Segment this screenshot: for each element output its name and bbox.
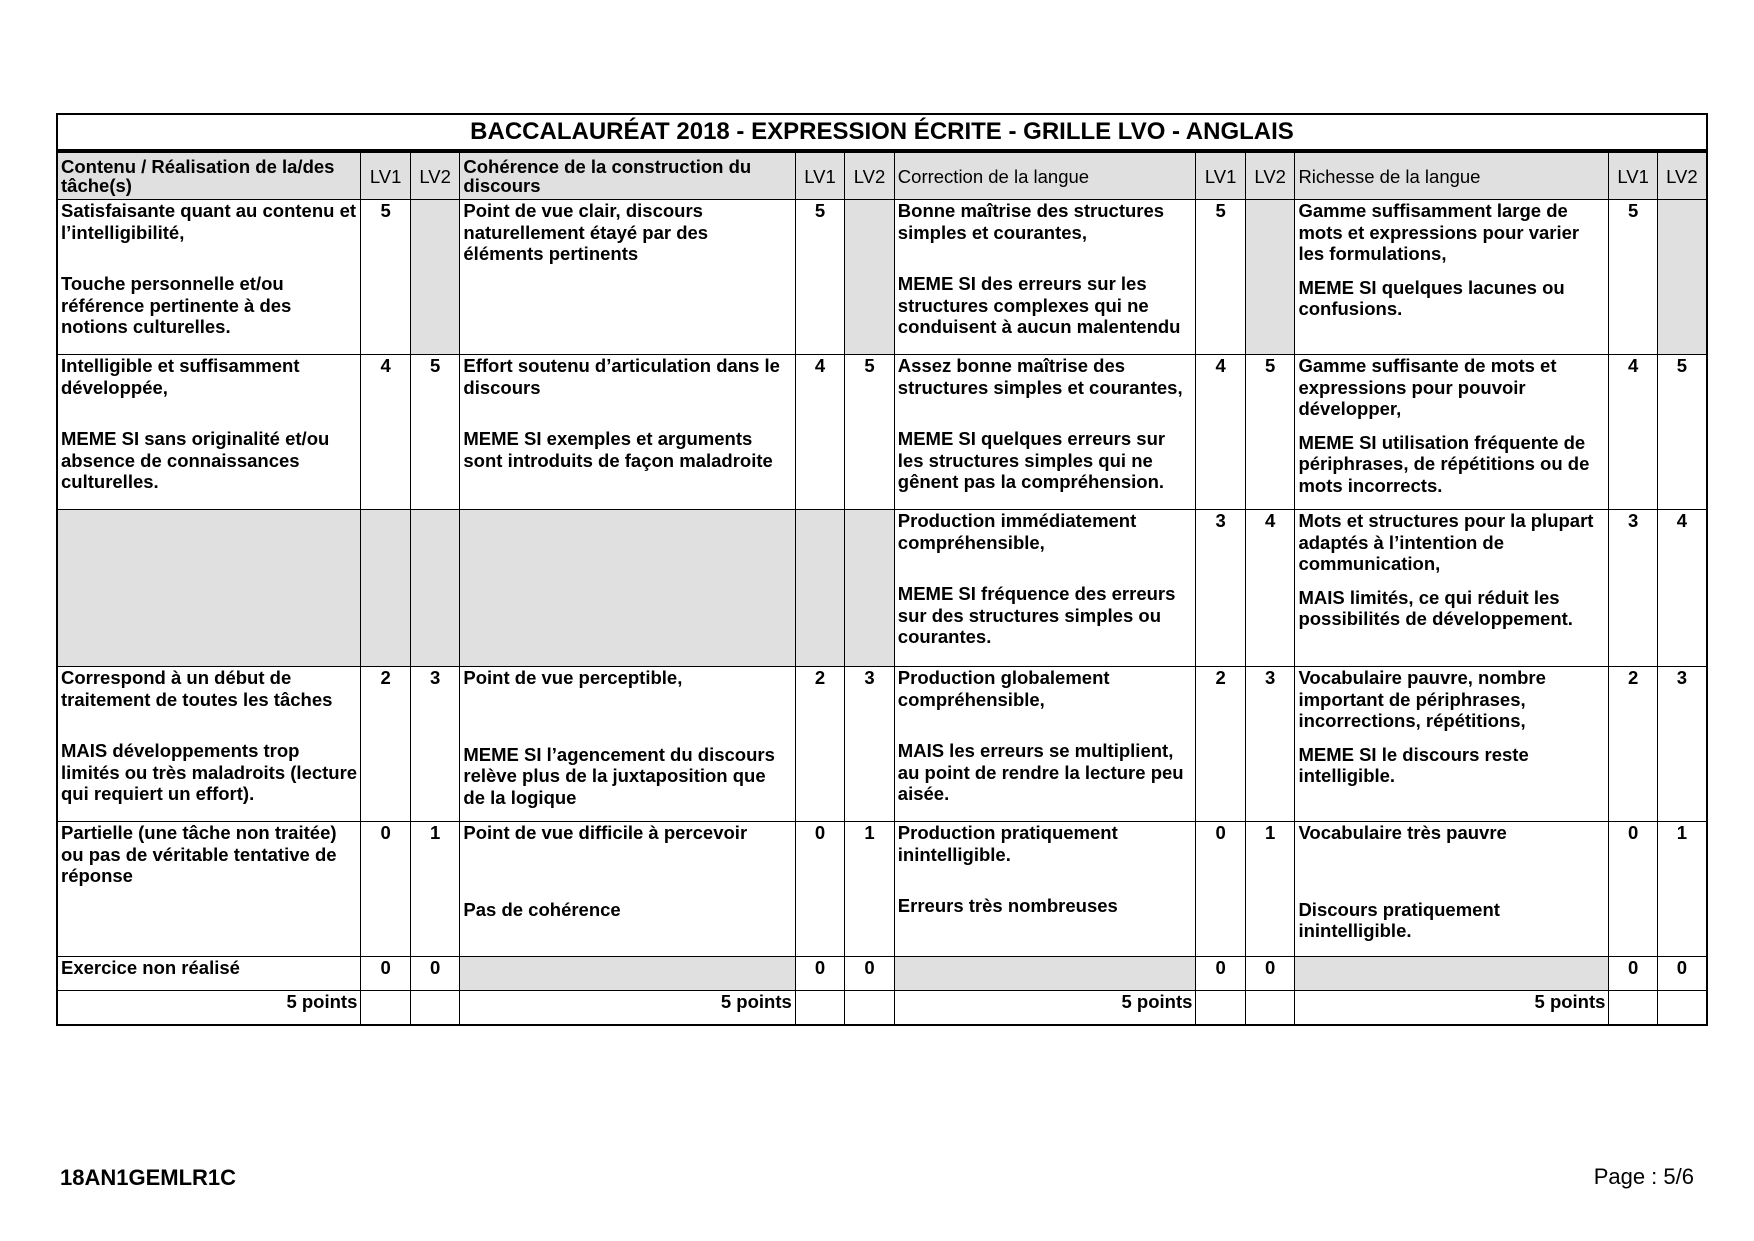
score-lv1: 3 — [1609, 510, 1657, 667]
score-lv2-empty — [845, 510, 895, 667]
score-lv2: 3 — [1657, 667, 1707, 822]
score-lv1: 4 — [1196, 355, 1246, 510]
score-lv2-empty — [410, 510, 460, 667]
score-lv1: 2 — [361, 667, 411, 822]
header-lv2: LV2 — [1657, 151, 1707, 200]
cell-correction: Assez bonne maîtrise des structures simples et courantes, MEME SI quelques erreurs sur les structures simples qui ne gênent pas la compréhension. — [894, 355, 1196, 510]
cell-coherence: Effort soutenu d’articulation dans le discours MEME SI exemples et arguments sont introduits de façon maladroite — [460, 355, 795, 510]
title-row — [57, 114, 1707, 151]
grid-title: BACCALAURÉAT 2018 - EXPRESSION ÉCRITE - GRILLE LVO - ANGLAIS — [57, 114, 1707, 151]
score-lv1: 4 — [361, 355, 411, 510]
score-lv1: 0 — [361, 822, 411, 957]
score-lv1: 4 — [795, 355, 845, 510]
score-lv1: 5 — [1609, 200, 1657, 355]
score-lv2 — [845, 200, 895, 355]
score-lv2: 3 — [845, 667, 895, 822]
total-lv2 — [1657, 991, 1707, 1025]
cell-correction: Production globalement compréhensible, MAIS les erreurs se multiplient, au point de rendre la lecture peu aisée. — [894, 667, 1196, 822]
cell-coherence-empty — [460, 510, 795, 667]
score-lv1-empty — [361, 510, 411, 667]
total-lv2 — [410, 991, 460, 1025]
score-lv2: 5 — [845, 355, 895, 510]
score-lv2: 4 — [1245, 510, 1295, 667]
header-lv1: LV1 — [1609, 151, 1657, 200]
cell-coherence: Point de vue clair, discours naturellement étayé par des éléments pertinents — [460, 200, 795, 355]
document-code: 18AN1GEMLR1C — [60, 1165, 237, 1190]
header-row — [57, 151, 1707, 200]
score-lv1: 0 — [361, 957, 411, 991]
cell-richesse: Mots et structures pour la plupart adaptés à l’intention de communication, MAIS limités, ce qui réduit les possibilités de développement. — [1295, 510, 1609, 667]
score-lv2: 3 — [410, 667, 460, 822]
header-lv1: LV1 — [795, 151, 845, 200]
cell-coherence: Point de vue perceptible, MEME SI l’agencement du discours relève plus de la juxtaposition que de la logique — [460, 667, 795, 822]
grid-row-level-0 — [57, 822, 1707, 957]
cell-no-exercise: Exercice non réalisé — [57, 957, 361, 991]
score-lv1: 2 — [1609, 667, 1657, 822]
cell-contenu: Satisfaisante quant au contenu et l’intelligibilité, Touche personnelle et/ou référence pertinente à des notions culturelles. — [57, 200, 361, 355]
header-lv2: LV2 — [410, 151, 460, 200]
cell-correction: Production pratiquement inintelligible. Erreurs très nombreuses — [894, 822, 1196, 957]
total-coherence: 5 points — [460, 991, 795, 1025]
cell-contenu: Intelligible et suffisamment développée, MEME SI sans originalité et/ou absence de connaissances culturelles. — [57, 355, 361, 510]
cell-contenu: Correspond à un début de traitement de toutes les tâches MAIS développements trop limités ou très maladroits (lecture qui requiert un effort). — [57, 667, 361, 822]
header-richesse: Richesse de la langue — [1295, 151, 1609, 200]
score-lv1: 5 — [795, 200, 845, 355]
score-lv1: 4 — [1609, 355, 1657, 510]
grid-row-level-2 — [57, 667, 1707, 822]
score-lv2: 5 — [410, 355, 460, 510]
cell-contenu-empty — [57, 510, 361, 667]
evaluation-grid — [56, 113, 1708, 1026]
cell-correction: Bonne maîtrise des structures simples et courantes, MEME SI des erreurs sur les structures complexes qui ne conduisent à aucun malentendu — [894, 200, 1196, 355]
cell-richesse: Gamme suffisante de mots et expressions pour pouvoir développer, MEME SI utilisation fréquente de périphrases, de répétitions ou de mots incorrects. — [1295, 355, 1609, 510]
header-coherence: Cohérence de la construction du discours — [460, 151, 795, 200]
score-lv2: 5 — [1245, 355, 1295, 510]
grid-row-level-3 — [57, 510, 1707, 667]
total-lv1 — [1196, 991, 1246, 1025]
total-lv2 — [845, 991, 895, 1025]
total-lv1 — [795, 991, 845, 1025]
total-lv2 — [1245, 991, 1295, 1025]
score-lv2: 1 — [1657, 822, 1707, 957]
score-lv1: 0 — [1196, 822, 1246, 957]
total-lv1 — [1609, 991, 1657, 1025]
score-lv2: 0 — [845, 957, 895, 991]
score-lv1: 0 — [795, 822, 845, 957]
score-lv1: 5 — [1196, 200, 1246, 355]
score-lv1: 2 — [795, 667, 845, 822]
total-richesse: 5 points — [1295, 991, 1609, 1025]
grid-row-level-4 — [57, 355, 1707, 510]
grid-row-no-exercise — [57, 957, 1707, 991]
score-lv2: 1 — [410, 822, 460, 957]
header-lv1: LV1 — [361, 151, 411, 200]
grid-row-level-5 — [57, 200, 1707, 355]
score-lv2: 3 — [1245, 667, 1295, 822]
score-lv1: 2 — [1196, 667, 1246, 822]
score-lv1: 0 — [795, 957, 845, 991]
cell-richesse: Gamme suffisamment large de mots et expressions pour varier les formulations, MEME SI quelques lacunes ou confusions. — [1295, 200, 1609, 355]
total-lv1 — [361, 991, 411, 1025]
score-lv1: 0 — [1609, 957, 1657, 991]
score-lv2: 0 — [410, 957, 460, 991]
cell-empty — [460, 957, 795, 991]
score-lv1: 3 — [1196, 510, 1246, 667]
score-lv2 — [410, 200, 460, 355]
score-lv2: 1 — [1245, 822, 1295, 957]
score-lv2 — [1245, 200, 1295, 355]
cell-coherence: Point de vue difficile à percevoir Pas de cohérence — [460, 822, 795, 957]
cell-richesse: Vocabulaire pauvre, nombre important de périphrases, incorrections, répétitions, MEME SI le discours reste intelligible. — [1295, 667, 1609, 822]
header-lv2: LV2 — [845, 151, 895, 200]
cell-empty — [1295, 957, 1609, 991]
page-number: Page : 5/6 — [1593, 1164, 1694, 1189]
cell-contenu: Partielle (une tâche non traitée) ou pas de véritable tentative de réponse — [57, 822, 361, 957]
cell-correction: Production immédiatement compréhensible, MEME SI fréquence des erreurs sur des structures simples ou courantes. — [894, 510, 1196, 667]
score-lv2: 0 — [1245, 957, 1295, 991]
score-lv2: 5 — [1657, 355, 1707, 510]
score-lv2 — [1657, 200, 1707, 355]
header-contenu: Contenu / Réalisation de la/des tâche(s) — [57, 151, 361, 200]
header-lv2: LV2 — [1245, 151, 1295, 200]
cell-empty — [894, 957, 1196, 991]
cell-richesse: Vocabulaire très pauvre Discours pratiquement inintelligible. — [1295, 822, 1609, 957]
header-correction: Correction de la langue — [894, 151, 1196, 200]
score-lv1: 0 — [1196, 957, 1246, 991]
score-lv1: 5 — [361, 200, 411, 355]
score-lv1: 0 — [1609, 822, 1657, 957]
total-contenu: 5 points — [57, 991, 361, 1025]
score-lv2: 4 — [1657, 510, 1707, 667]
score-lv1-empty — [795, 510, 845, 667]
header-lv1: LV1 — [1196, 151, 1246, 200]
score-lv2: 1 — [845, 822, 895, 957]
grid-row-totals — [57, 991, 1707, 1025]
total-correction: 5 points — [894, 991, 1196, 1025]
score-lv2: 0 — [1657, 957, 1707, 991]
